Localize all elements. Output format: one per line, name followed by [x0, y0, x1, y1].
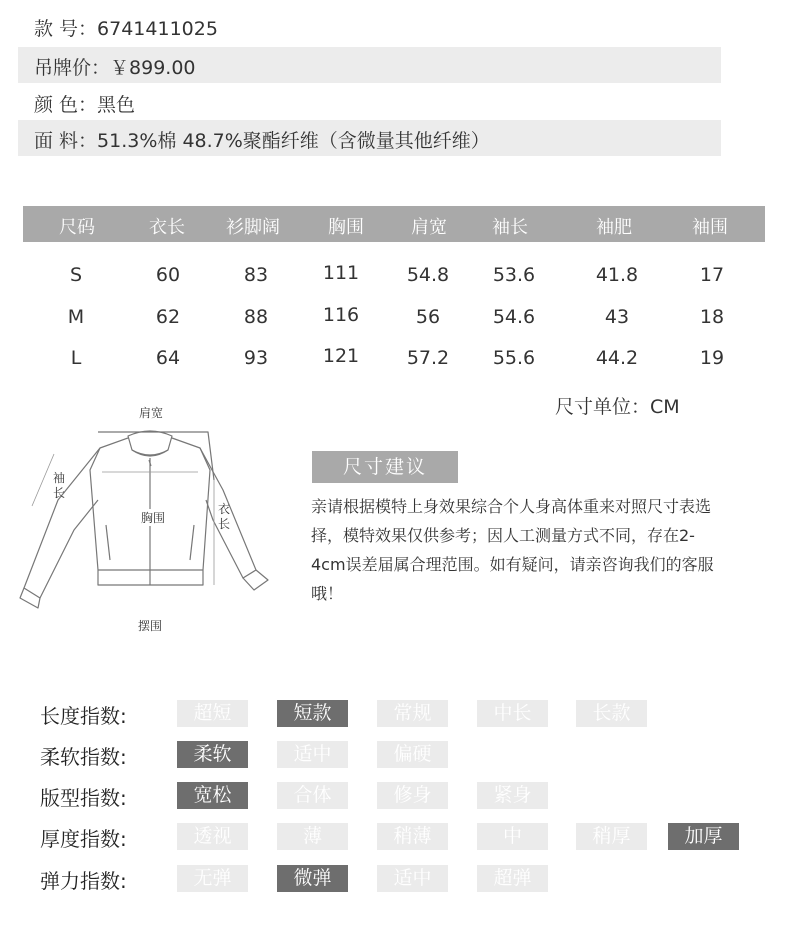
softness-chip-hard: 偏硬 [377, 741, 448, 768]
table-cell: 116 [322, 304, 360, 326]
length-chip-short: 短款 [277, 700, 348, 727]
diagram-label-sleeve: 袖长 [52, 471, 65, 500]
diagram-label-shoulder: 肩宽 [139, 406, 164, 420]
table-cell: 44.2 [595, 347, 639, 369]
th-chest: 胸围 [328, 217, 364, 238]
info-row-price [18, 47, 721, 83]
table-cell: 93 [243, 347, 269, 369]
fit-chip-loose: 宽松 [177, 782, 248, 809]
thickness-chip-thick: 加厚 [668, 823, 739, 850]
table-cell: 62 [155, 306, 181, 328]
fit-index-label: 版型指数: [40, 786, 127, 810]
info-row-style-no [18, 8, 721, 44]
thickness-chip-thin: 薄 [277, 823, 348, 850]
thickness-chip-slightly-thin: 稍薄 [377, 823, 448, 850]
size-table-header [23, 206, 765, 242]
table-cell: 111 [322, 262, 360, 284]
length-index-label: 长度指数: [40, 704, 127, 728]
table-cell: 121 [322, 345, 360, 367]
length-chip-mid-long: 中长 [477, 700, 548, 727]
th-size: 尺码 [59, 217, 95, 238]
length-chip-ultra-short: 超短 [177, 700, 248, 727]
thickness-chip-slightly-thick: 稍厚 [576, 823, 647, 850]
fit-chip-regular: 合体 [277, 782, 348, 809]
info-style-no: 款 号：6741411025 [34, 18, 218, 40]
table-cell: 17 [699, 264, 725, 286]
table-cell: 88 [243, 306, 269, 328]
stretch-chip-super: 超弹 [477, 865, 548, 892]
table-cell: 41.8 [595, 264, 639, 286]
th-sleeve-width: 袖肥 [596, 217, 632, 238]
softness-chip-medium: 适中 [277, 741, 348, 768]
stretch-chip-none: 无弹 [177, 865, 248, 892]
table-cell: 55.6 [492, 347, 536, 369]
th-length: 衣长 [149, 217, 185, 238]
advice-title: 尺寸建议 [312, 451, 458, 483]
softness-index-label: 柔软指数: [40, 745, 127, 769]
table-cell: 18 [699, 306, 725, 328]
table-cell: 19 [699, 347, 725, 369]
info-price: 吊牌价：￥899.00 [34, 57, 196, 79]
length-chip-long: 长款 [576, 700, 647, 727]
fit-chip-slim: 修身 [377, 782, 448, 809]
diagram-label-hem: 摆围 [138, 619, 163, 633]
size-unit: 尺寸单位：CM [555, 396, 680, 418]
th-shoulder: 肩宽 [411, 217, 447, 238]
table-cell: M [67, 306, 85, 328]
softness-chip-soft: 柔软 [177, 741, 248, 768]
table-cell: 83 [243, 264, 269, 286]
fit-chip-tight: 紧身 [477, 782, 548, 809]
table-cell: 43 [604, 306, 630, 328]
stretch-chip-medium: 适中 [377, 865, 448, 892]
table-cell: 56 [415, 306, 441, 328]
stretch-chip-slight: 微弹 [277, 865, 348, 892]
diagram-label-chest: 胸围 [141, 511, 166, 525]
table-cell: 64 [155, 347, 181, 369]
diagram-label-length: 衣长 [217, 502, 230, 531]
thickness-chip-medium: 中 [477, 823, 548, 850]
length-chip-regular: 常规 [377, 700, 448, 727]
table-cell: 53.6 [492, 264, 536, 286]
th-hem-width: 衫脚阔 [226, 217, 280, 238]
th-cuff: 袖围 [692, 217, 728, 238]
th-sleeve-len: 袖长 [492, 217, 528, 238]
table-cell: 60 [155, 264, 181, 286]
advice-text: 亲请根据模特上身效果综合个人身高体重来对照尺寸表选择，模特效果仅供参考；因人工测量方式不同，存在2-4cm误差届属合理范围。如有疑问，请亲咨询我们的客服哦！ [311, 497, 714, 603]
thickness-index-label: 厚度指数: [40, 827, 127, 851]
table-cell: S [69, 264, 83, 286]
table-cell: 57.2 [406, 347, 450, 369]
table-cell: L [70, 347, 82, 369]
table-cell: 54.8 [406, 264, 450, 286]
info-row-color [18, 84, 721, 120]
stretch-index-label: 弹力指数: [40, 869, 127, 893]
info-fabric: 面 料：51.3%棉 48.7%聚酯纤维（含微量其他纤维） [34, 130, 490, 152]
table-cell: 54.6 [492, 306, 536, 328]
info-color: 颜 色：黑色 [34, 94, 136, 116]
thickness-chip-sheer: 透视 [177, 823, 248, 850]
info-row-fabric [18, 120, 721, 156]
